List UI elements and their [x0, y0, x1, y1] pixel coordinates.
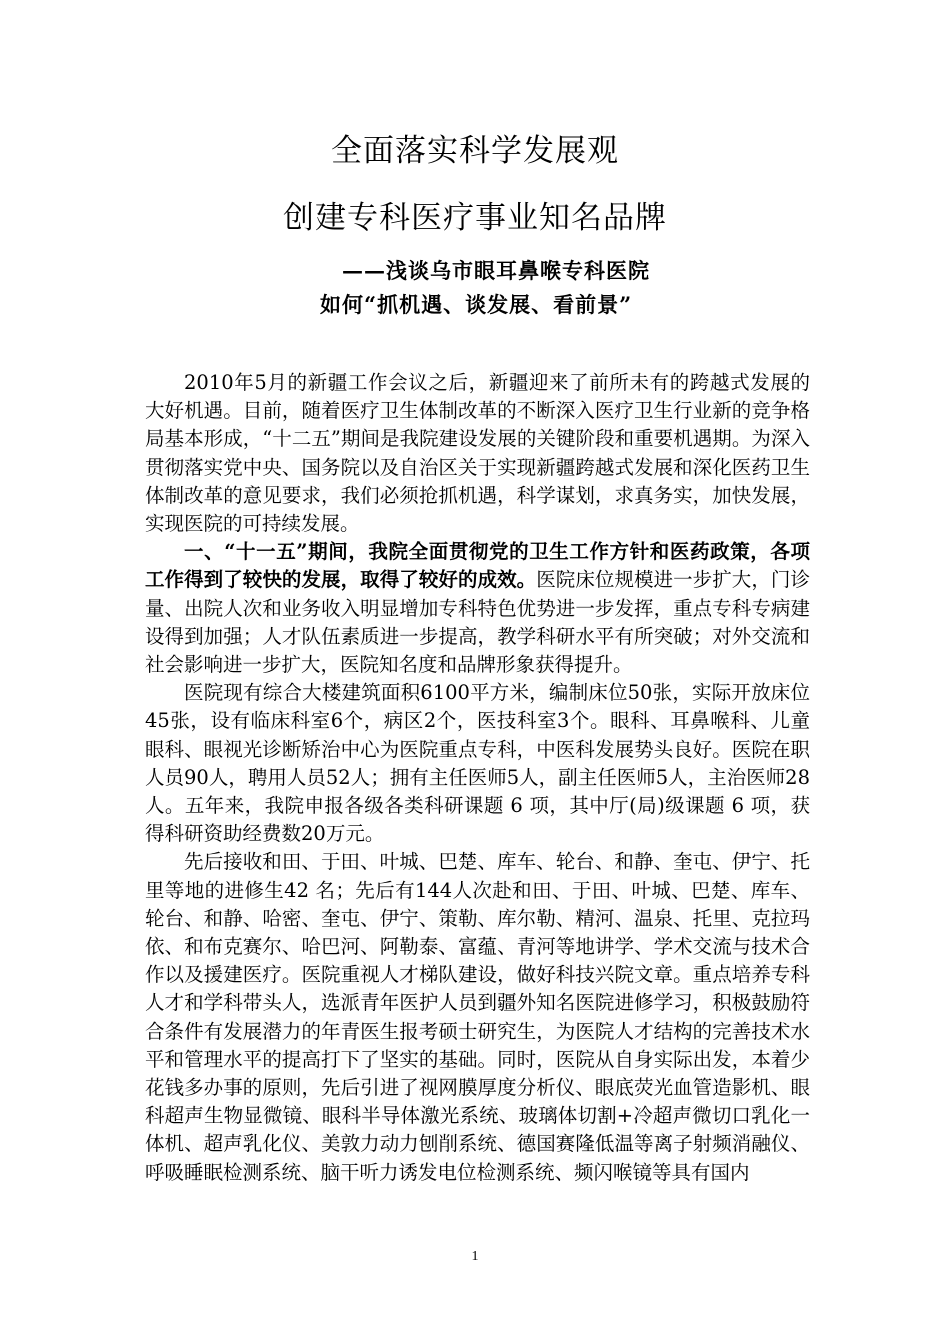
- paragraph-section-one: [145, 538, 810, 679]
- document-subtitle-line-1: ——浅谈乌市眼耳鼻喉专科医院: [342, 258, 650, 283]
- page-number: 1: [471, 1249, 479, 1264]
- paragraph-intro: 2010年5月的新疆工作会议之后，新疆迎来了前所未有的跨越式发展的大好机遇。目前，随着医疗卫生体制改革的不断深入医疗卫生行业新的竞争格局基本形成，“十二五”期间是我院建设发展的关键阶段和重要机遇期。为深入贯彻落实党中央、国务院以及自治区关于实现新疆跨越式发展和深化医药卫生体制改革的意见要求，我们必须抢抓机遇，科学谋划，求真务实，加快发展，实现医院的可持续发展。: [145, 371, 810, 536]
- section-one-text: 医院床位规模进一步扩大，门诊量、出院人次和业务收入明显增加专科特色优势进一步发挥，重点专科专病建设得到加强；人才队伍素质进一步提高，教学科研水平有所突破；对外交流和社会影响进一步扩大，医院知名度和品牌形象获得提升。: [145, 568, 810, 677]
- paragraph-hospital-facts: 医院现有综合大楼建筑面积6100平方米，编制床位50张，实际开放床位45张，设有临床科室6个，病区2个，医技科室3个。眼科、耳鼻喉科、儿童眼科、眼视光诊断矫治中心为医院重点专科，中医科发展势头良好。医院在职人员90人，聘用人员52人；拥有主任医师5人，副主任医师5人，主治医师28人。五年来，我院申报各级各类科研课题 6 项，其中厅(局)级课题 6 项，获得科研资助经费数20万元。: [145, 681, 810, 846]
- document-title-line-2: 创建专科医疗事业知名品牌: [283, 200, 667, 236]
- document-subtitle-line-2: 如何“抓机遇、谈发展、看前景”: [320, 292, 633, 317]
- section-one-heading: 一、“十一五”期间，我院全面贯彻党的卫生工作方针和医药政策，各项工作得到了较快的发展，取得了较好的成效。: [145, 540, 810, 592]
- paragraph-training-equipment: 先后接收和田、于田、叶城、巴楚、库车、轮台、和静、奎屯、伊宁、托里等地的进修生42 名；先后有144人次赴和田、于田、叶城、巴楚、库车、轮台、和静、哈密、奎屯、伊宁、策勒、库尔勒、精河、温泉、托里、克拉玛依、和布克赛尔、哈巴河、阿勒泰、富蕴、青河等地讲学、学术交流与技术合作以及援建医疗。医院重视人才梯队建设，做好科技兴院文章。重点培养专科人才和学科带头人，选派青年医护人员到疆外知名医院进修学习，积极鼓励符合条件有发展潜力的年青医生报考硕士研究生，为医院人才结构的完善技术水平和管理水平的提高打下了坚实的基础。同时，医院从自身实际出发，本着少花钱多办事的原则，先后引进了视网膜厚度分析仪、眼底荧光血管造影机、眼科超声生物显微镜、眼科半导体激光系统、玻璃体切割+冷超声微切口乳化一体机、超声乳化仪、美敦力动力刨削系统、德国赛隆低温等离子射频消融仪、呼吸睡眠检测系统、脑干听力诱发电位检测系统、频闪喉镜等具有国内: [145, 850, 810, 1184]
- document-body: [145, 369, 810, 1187]
- document-title-line-1: 全面落实科学发展观: [331, 133, 619, 169]
